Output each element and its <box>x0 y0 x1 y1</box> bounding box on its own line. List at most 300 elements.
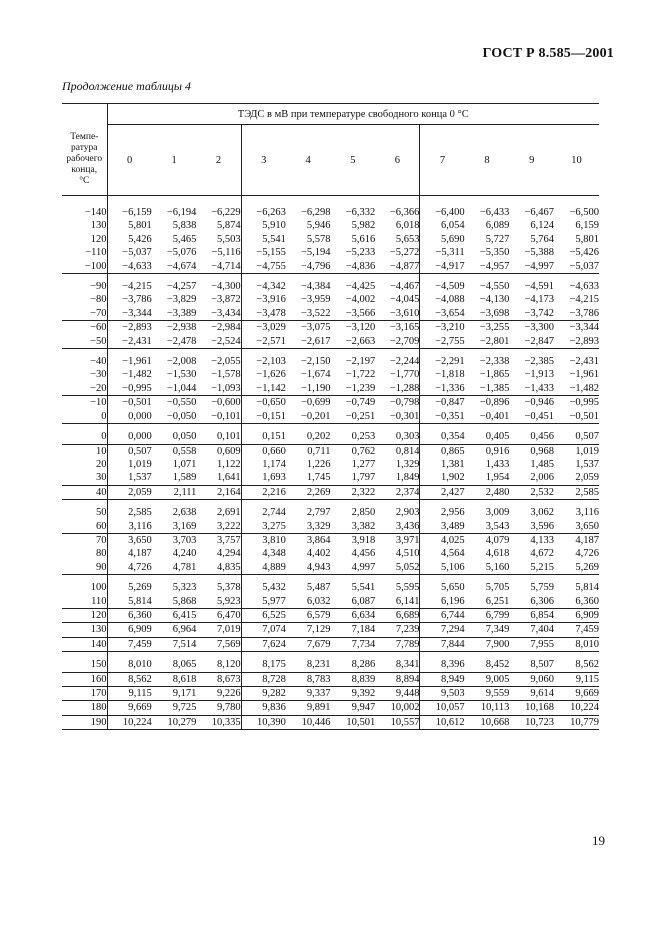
column-header: 2 <box>196 125 241 196</box>
value-cell: −5,272 <box>389 247 420 259</box>
value-cell: 3,382 <box>351 520 376 532</box>
table-row <box>62 637 599 651</box>
value-cell: −4,342 <box>241 280 286 293</box>
value-cell: 1,849 <box>395 472 420 484</box>
value-cell: 7,294 <box>420 623 465 637</box>
value-cell: 0,405 <box>485 431 510 443</box>
value-cell: 8,507 <box>530 659 555 671</box>
temperature-cell: 90 <box>62 561 107 575</box>
table-row <box>62 547 599 560</box>
value-cell: 2,638 <box>172 507 197 519</box>
value-cell: −4,215 <box>569 294 599 306</box>
temperature-cell: 110 <box>62 595 107 609</box>
value-cell: −2,103 <box>241 355 286 368</box>
value-cell: 1,693 <box>241 471 286 485</box>
value-cell: 10,723 <box>509 715 554 729</box>
value-cell: 6,032 <box>306 595 331 607</box>
value-cell: 10,113 <box>465 701 510 715</box>
value-cell: 5,923 <box>217 595 241 607</box>
table-row <box>62 595 599 609</box>
value-cell: 0,916 <box>465 444 510 458</box>
table-row <box>62 410 599 424</box>
table-row <box>62 335 599 349</box>
standard-header: ГОСТ Р 8.585—2001 <box>482 46 614 61</box>
value-cell: 0,354 <box>420 430 465 444</box>
value-cell: 4,456 <box>351 548 376 560</box>
value-cell: 6,579 <box>286 608 331 622</box>
table-row <box>62 458 599 471</box>
temperature-cell: −80 <box>62 293 107 306</box>
value-cell: 1,019 <box>128 458 152 470</box>
value-cell: 7,789 <box>375 637 420 651</box>
value-cell: −0,201 <box>300 410 331 422</box>
table-row <box>62 233 599 246</box>
value-cell: 0,050 <box>172 431 197 443</box>
value-cell: 2,691 <box>217 507 241 519</box>
spacer-cell <box>196 196 241 207</box>
temperature-cell: −30 <box>62 368 107 381</box>
value-cell: −2,755 <box>420 335 465 349</box>
value-cell: −3,786 <box>569 307 599 319</box>
value-cell: 1,019 <box>554 444 599 458</box>
temperature-cell: 20 <box>62 458 107 471</box>
value-cell: 0,202 <box>306 431 331 443</box>
value-cell: 0,711 <box>286 444 331 458</box>
value-cell: 2,322 <box>331 485 376 499</box>
value-cell: −0,896 <box>465 396 510 410</box>
value-cell: −5,155 <box>241 246 286 259</box>
value-cell: 1,071 <box>172 458 197 470</box>
table-row <box>62 382 599 396</box>
value-cell: −6,366 <box>389 207 420 218</box>
spacer-cell <box>241 196 286 207</box>
value-cell: −1,433 <box>524 382 555 394</box>
value-cell: 2,164 <box>196 485 241 499</box>
spacer-cell <box>554 196 599 207</box>
value-cell: −2,847 <box>524 335 555 347</box>
value-cell: 0,507 <box>575 431 599 443</box>
value-cell: −2,055 <box>211 356 241 368</box>
value-cell: 10,557 <box>375 715 420 729</box>
table-caption: Продолжение таблицы 4 <box>62 79 192 93</box>
value-cell: −1,482 <box>122 369 152 381</box>
value-cell: −0,995 <box>122 382 152 394</box>
temperature-cell: 100 <box>62 581 107 594</box>
value-cell: 10,002 <box>375 701 420 715</box>
value-cell: −4,997 <box>524 260 555 272</box>
value-cell: 9,669 <box>554 687 599 701</box>
table-row <box>62 533 599 547</box>
value-cell: 8,894 <box>375 672 420 686</box>
value-cell: 5,650 <box>420 581 465 594</box>
value-cell: 8,120 <box>217 659 241 671</box>
value-cell: 7,129 <box>286 623 331 637</box>
table-row <box>62 687 599 701</box>
value-cell: 0,253 <box>351 431 376 443</box>
value-cell: −2,524 <box>211 335 241 347</box>
value-cell: −2,385 <box>524 356 555 368</box>
temperature-cell: 80 <box>62 547 107 560</box>
column-header: 4 <box>286 125 331 196</box>
temperature-cell: −40 <box>62 355 107 368</box>
value-cell: 1,537 <box>575 458 599 470</box>
value-cell: −3,300 <box>509 321 554 335</box>
value-cell: −3,344 <box>122 307 152 319</box>
value-cell: −6,433 <box>479 207 510 218</box>
value-cell: 9,947 <box>331 701 376 715</box>
value-cell: 9,282 <box>241 687 286 701</box>
table-row <box>62 368 599 381</box>
value-cell: 7,955 <box>509 637 554 651</box>
value-cell: −0,699 <box>286 396 331 410</box>
temperature-cell: 120 <box>62 608 107 622</box>
value-cell: 3,650 <box>575 520 599 532</box>
value-cell: 5,616 <box>351 233 376 245</box>
value-cell: −4,509 <box>420 280 465 293</box>
value-cell: −4,714 <box>211 260 241 272</box>
value-cell: 6,964 <box>152 623 197 637</box>
value-cell: 5,910 <box>241 219 286 232</box>
temperature-cell: 180 <box>62 701 107 715</box>
value-cell: 3,275 <box>241 520 286 534</box>
group-spacer <box>62 196 599 207</box>
temperature-cell: −60 <box>62 321 107 335</box>
value-cell: −0,151 <box>241 410 286 424</box>
table-row <box>62 520 599 534</box>
value-cell: −1,288 <box>389 382 420 394</box>
value-cell: 5,814 <box>128 595 152 607</box>
value-cell: −1,626 <box>241 368 286 381</box>
table-row <box>62 355 599 368</box>
value-cell: −2,709 <box>389 335 420 347</box>
value-cell: −4,300 <box>211 281 241 293</box>
value-cell: 7,074 <box>241 623 286 637</box>
value-cell: 7,459 <box>107 637 152 651</box>
value-cell: −3,698 <box>479 307 510 319</box>
value-cell: 0,000 <box>128 410 152 422</box>
value-cell: 6,306 <box>530 595 555 607</box>
spacer-cell <box>62 196 107 207</box>
table-row <box>62 280 599 293</box>
value-cell: 3,596 <box>530 520 555 532</box>
value-cell: −0,798 <box>375 396 420 410</box>
spacer-cell <box>152 196 197 207</box>
value-cell: 10,224 <box>107 715 152 729</box>
table-row <box>62 485 599 499</box>
temperature-cell: −100 <box>62 260 107 274</box>
value-cell: 4,402 <box>306 548 331 560</box>
value-cell: −4,877 <box>389 260 420 272</box>
value-cell: −5,116 <box>211 247 241 259</box>
value-cell: 4,510 <box>395 548 420 560</box>
table-row <box>62 672 599 686</box>
value-cell: −1,722 <box>345 369 376 381</box>
value-cell: 9,725 <box>152 701 197 715</box>
value-cell: 3,116 <box>128 520 152 532</box>
temperature-cell: 150 <box>62 658 107 672</box>
value-cell: 4,997 <box>351 561 376 573</box>
value-cell: 4,726 <box>128 561 152 573</box>
value-cell: −4,633 <box>122 260 152 272</box>
value-cell: 2,216 <box>241 485 286 499</box>
value-cell: 3,489 <box>420 520 465 534</box>
value-cell: 0,000 <box>128 431 152 443</box>
column-header: 9 <box>509 125 554 196</box>
value-cell: 8,562 <box>107 672 152 686</box>
value-cell: 1,277 <box>351 458 376 470</box>
value-cell: 9,503 <box>420 687 465 701</box>
column-header: 7 <box>420 125 465 196</box>
value-cell: 0,101 <box>217 431 241 443</box>
value-cell: −6,263 <box>241 206 286 219</box>
value-cell: −5,311 <box>420 246 465 259</box>
value-cell: −2,801 <box>479 335 510 347</box>
value-cell: −1,530 <box>166 369 197 381</box>
value-cell: 0,762 <box>331 444 376 458</box>
value-cell: −3,522 <box>300 307 331 319</box>
value-cell: 6,089 <box>485 220 510 232</box>
value-cell: 4,187 <box>128 548 152 560</box>
value-cell: 5,801 <box>128 220 152 232</box>
value-cell: 6,054 <box>420 219 465 232</box>
value-cell: 1,537 <box>128 472 152 484</box>
value-cell: 2,956 <box>420 506 465 519</box>
value-cell: 7,514 <box>152 637 197 651</box>
value-cell: 7,569 <box>196 637 241 651</box>
value-cell: −5,233 <box>345 247 376 259</box>
table-row <box>62 701 599 715</box>
value-cell: −4,257 <box>166 281 197 293</box>
column-header: 5 <box>331 125 376 196</box>
value-cell: 4,348 <box>241 547 286 560</box>
value-cell: 2,374 <box>375 485 420 499</box>
value-cell: 8,452 <box>485 659 510 671</box>
value-cell: 6,124 <box>530 220 555 232</box>
value-cell: 8,618 <box>152 672 197 686</box>
value-cell: 10,224 <box>554 701 599 715</box>
temperature-cell: 160 <box>62 672 107 686</box>
value-cell: −6,500 <box>569 207 599 218</box>
value-cell: 6,799 <box>465 608 510 622</box>
value-cell: −6,400 <box>420 206 465 219</box>
value-cell: −4,917 <box>420 260 465 274</box>
value-cell: 3,918 <box>331 533 376 547</box>
value-cell: −5,388 <box>524 247 555 259</box>
temperature-cell: −90 <box>62 280 107 293</box>
value-cell: 1,641 <box>217 472 241 484</box>
value-cell: 3,864 <box>286 533 331 547</box>
value-cell: 6,470 <box>196 608 241 622</box>
value-cell: −3,434 <box>211 307 241 319</box>
value-cell: −4,173 <box>524 294 555 306</box>
value-cell: −1,482 <box>569 382 599 394</box>
value-cell: 5,982 <box>351 220 376 232</box>
value-cell: 5,465 <box>172 233 197 245</box>
value-cell: 4,781 <box>172 561 197 573</box>
value-cell: −3,742 <box>524 307 555 319</box>
emf-table <box>62 103 599 730</box>
value-cell: −4,002 <box>345 294 376 306</box>
value-cell: −4,215 <box>122 281 152 293</box>
value-cell: −0,451 <box>524 410 555 422</box>
value-cell: 4,726 <box>575 548 599 560</box>
value-cell: 2,797 <box>306 507 331 519</box>
value-cell: 5,868 <box>172 595 197 607</box>
value-cell: 1,122 <box>217 458 241 470</box>
value-cell: −6,298 <box>300 207 331 218</box>
value-cell: 4,672 <box>530 548 555 560</box>
value-cell: 0,558 <box>152 444 197 458</box>
temperature-cell: 10 <box>62 444 107 458</box>
temperature-cell: −70 <box>62 307 107 321</box>
temperature-cell: 50 <box>62 506 107 519</box>
value-cell: 3,329 <box>306 520 331 532</box>
value-cell: 5,269 <box>575 561 599 573</box>
value-cell: −6,467 <box>524 207 555 218</box>
table-row <box>62 430 599 444</box>
value-cell: −0,995 <box>554 396 599 410</box>
value-cell: −2,431 <box>122 335 152 347</box>
value-cell: 6,415 <box>152 608 197 622</box>
value-cell: 2,427 <box>420 485 465 499</box>
value-cell: −2,663 <box>345 335 376 347</box>
value-cell: −4,633 <box>569 281 599 293</box>
value-cell: 2,850 <box>351 507 376 519</box>
value-cell: 3,543 <box>485 520 510 532</box>
value-cell: 0,303 <box>395 431 420 443</box>
value-cell: 6,689 <box>375 608 420 622</box>
value-cell: 1,433 <box>485 458 510 470</box>
value-cell: 3,169 <box>172 520 197 532</box>
value-cell: 9,226 <box>196 687 241 701</box>
value-cell: 4,240 <box>172 548 197 560</box>
table-row <box>62 581 599 594</box>
value-cell: 9,669 <box>107 701 152 715</box>
value-cell: 7,900 <box>465 637 510 651</box>
value-cell: 10,168 <box>509 701 554 715</box>
value-cell: 1,589 <box>172 472 197 484</box>
value-cell: 7,404 <box>509 623 554 637</box>
value-cell: 6,744 <box>420 608 465 622</box>
table-row <box>62 658 599 672</box>
value-cell: 8,286 <box>351 659 376 671</box>
value-cell: 8,231 <box>306 659 331 671</box>
value-cell: 2,585 <box>128 507 152 519</box>
value-cell: −3,165 <box>375 321 420 335</box>
value-cell: −4,674 <box>166 260 197 272</box>
value-cell: 7,239 <box>375 623 420 637</box>
value-cell: 8,728 <box>241 672 286 686</box>
value-cell: 5,215 <box>530 561 555 573</box>
value-cell: 3,650 <box>107 533 152 547</box>
table-row <box>62 206 599 219</box>
value-cell: 6,087 <box>351 595 376 607</box>
value-cell: −2,893 <box>569 335 599 347</box>
table-row <box>62 219 599 232</box>
value-cell: 4,835 <box>217 561 241 573</box>
value-cell: 7,734 <box>331 637 376 651</box>
first-col-header-line: ратура <box>71 143 98 154</box>
value-cell: −2,617 <box>300 335 331 347</box>
value-cell: 1,797 <box>351 472 376 484</box>
value-cell: −2,150 <box>300 356 331 368</box>
value-cell: −2,938 <box>152 321 197 335</box>
value-cell: 0,968 <box>509 444 554 458</box>
value-cell: −1,913 <box>524 369 555 381</box>
value-cell: 8,562 <box>575 659 599 671</box>
value-cell: −2,008 <box>166 356 197 368</box>
value-cell: 6,196 <box>420 595 465 609</box>
column-header: 10 <box>554 125 599 196</box>
value-cell: −0,050 <box>166 410 197 422</box>
spacer-cell <box>465 196 510 207</box>
value-cell: 4,025 <box>420 533 465 547</box>
value-cell: −2,338 <box>479 356 510 368</box>
value-cell: 4,187 <box>554 533 599 547</box>
value-cell: −5,037 <box>122 247 152 259</box>
value-cell: −4,836 <box>345 260 376 272</box>
temperature-cell: 0 <box>62 430 107 444</box>
value-cell: −6,159 <box>122 207 152 218</box>
value-cell: −1,044 <box>166 382 197 394</box>
temperature-cell: −140 <box>62 206 107 219</box>
value-cell: 1,485 <box>530 458 555 470</box>
value-cell: 5,378 <box>217 582 241 594</box>
value-cell: −0,847 <box>420 396 465 410</box>
temperature-cell: 190 <box>62 715 107 729</box>
value-cell: 3,062 <box>530 507 555 519</box>
value-cell: 3,436 <box>395 520 420 532</box>
value-cell: 5,323 <box>172 582 197 594</box>
value-cell: −0,101 <box>211 410 241 422</box>
column-header: 0 <box>107 125 152 196</box>
value-cell: 5,690 <box>420 233 465 246</box>
value-cell: 5,432 <box>241 581 286 594</box>
value-cell: 9,392 <box>331 687 376 701</box>
temperature-cell: 0 <box>62 410 107 424</box>
value-cell: −3,786 <box>122 294 152 306</box>
value-cell: 1,745 <box>306 472 331 484</box>
value-cell: 9,115 <box>554 672 599 686</box>
value-cell: −2,478 <box>166 335 197 347</box>
value-cell: 4,889 <box>241 561 286 575</box>
value-cell: 5,801 <box>575 233 599 245</box>
value-cell: 8,783 <box>286 672 331 686</box>
value-cell: 3,810 <box>241 533 286 547</box>
value-cell: −5,426 <box>569 247 599 259</box>
temperature-cell: 170 <box>62 687 107 701</box>
value-cell: −1,578 <box>211 369 241 381</box>
temperature-cell: 130 <box>62 623 107 637</box>
value-cell: −6,332 <box>345 207 376 218</box>
value-cell: −3,872 <box>211 294 241 306</box>
temperature-cell: 60 <box>62 520 107 534</box>
value-cell: −4,550 <box>479 281 510 293</box>
value-cell: −6,194 <box>166 207 197 218</box>
value-cell: 4,618 <box>485 548 510 560</box>
value-cell: −1,239 <box>345 382 376 394</box>
first-col-header-line: конца, <box>71 165 98 176</box>
value-cell: 9,836 <box>241 701 286 715</box>
table-row <box>62 471 599 485</box>
value-cell: −1,770 <box>389 369 420 381</box>
value-cell: 4,133 <box>509 533 554 547</box>
value-cell: 5,705 <box>485 582 510 594</box>
value-cell: 3,703 <box>152 533 197 547</box>
spacer-cell <box>420 196 465 207</box>
spacer-cell <box>509 196 554 207</box>
value-cell: 5,764 <box>530 233 555 245</box>
